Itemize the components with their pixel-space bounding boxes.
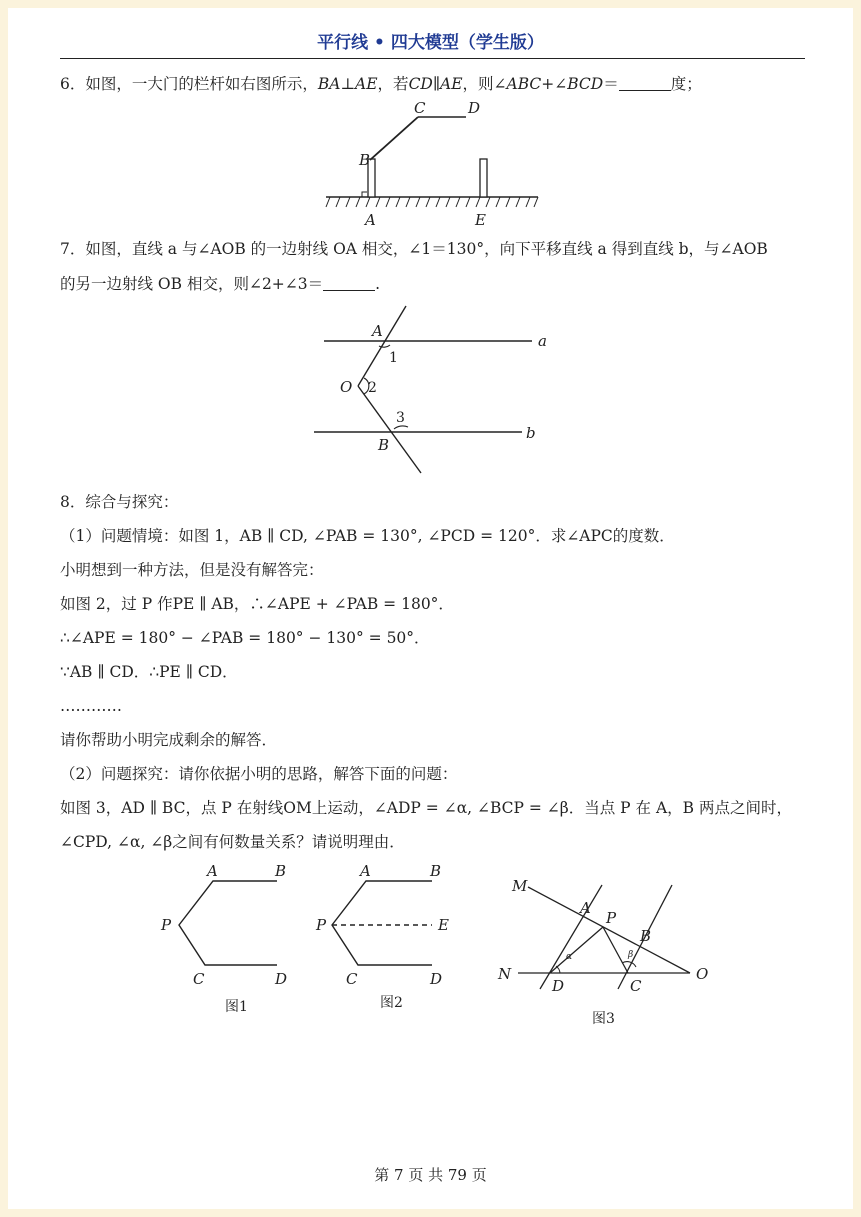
point-label: B bbox=[359, 151, 371, 169]
point-label: A bbox=[372, 322, 383, 340]
point-label: D bbox=[275, 970, 288, 988]
point-label: B bbox=[430, 862, 442, 880]
q6-math: BA⊥AE bbox=[317, 75, 378, 93]
q7-text-part: 的另一边射线 OB 相交，则∠2+∠3＝ bbox=[60, 275, 324, 293]
point-label: C bbox=[193, 970, 205, 988]
question-7-line1: 7．如图，直线 a 与∠AOB 的一边射线 OA 相交，∠1＝130°，向下平移直线 a 得到直线 b，与∠AOB bbox=[60, 240, 768, 258]
angle-label: β bbox=[628, 950, 634, 960]
question-8-p6: ………… bbox=[60, 697, 122, 715]
point-label: E bbox=[475, 211, 486, 229]
q8-figure-2 bbox=[308, 863, 468, 1013]
question-8-p4: ∴∠APE = 180° − ∠PAB = 180° − 130° = 50°． bbox=[60, 629, 430, 647]
point-label: B bbox=[275, 862, 287, 880]
angle-label: 2 bbox=[368, 380, 377, 396]
question-7-line2 bbox=[60, 274, 380, 294]
question-8-p9: 如图 3，AD ∥ BC，点 P 在射线OM上运动，∠ADP = ∠α, ∠BCP = ∠β．当点 P 在 A，B 两点之间时， bbox=[60, 799, 792, 817]
q6-figure bbox=[8, 99, 853, 233]
point-label: N bbox=[498, 965, 512, 983]
q6-text-part: +∠ bbox=[541, 75, 568, 93]
point-label: D bbox=[552, 977, 565, 995]
question-6-text bbox=[60, 74, 702, 94]
question-8-p8: （2）问题探究：请你依据小明的思路，解答下面的问题： bbox=[60, 765, 458, 783]
figure-caption: 图1 bbox=[225, 999, 248, 1015]
point-label: C bbox=[414, 99, 426, 117]
point-label: D bbox=[430, 970, 443, 988]
line-label: b bbox=[526, 424, 536, 442]
point-label: A bbox=[360, 862, 371, 880]
question-8-p5: ∵AB ∥ CD．∴PE ∥ CD． bbox=[60, 663, 238, 681]
page-title: 平行线 • 四大模型（学生版） bbox=[317, 33, 544, 53]
q6-text-part: ＝ bbox=[603, 75, 619, 93]
page-number: 第 7 页 共 79 页 bbox=[374, 1166, 487, 1184]
point-label: B bbox=[378, 436, 390, 454]
question-8-p10: ∠CPD, ∠α, ∠β之间有何数量关系？请说明理由． bbox=[60, 833, 405, 851]
point-label: B bbox=[640, 927, 652, 945]
figure-caption: 图3 bbox=[592, 1011, 615, 1027]
point-label: P bbox=[316, 916, 327, 934]
point-label: A bbox=[365, 211, 376, 229]
figure-caption: 图2 bbox=[380, 995, 403, 1011]
point-label: O bbox=[340, 378, 353, 396]
q6-text-part: ，若 bbox=[377, 75, 409, 93]
answer-blank bbox=[323, 276, 375, 291]
q8-figure-3 bbox=[488, 863, 728, 1027]
point-label: C bbox=[630, 977, 642, 995]
q8-figure-1 bbox=[153, 863, 313, 1013]
header-divider bbox=[60, 58, 805, 59]
point-label: E bbox=[438, 916, 449, 934]
q6-text-part: ，则∠ bbox=[462, 75, 507, 93]
q6-math: BCD bbox=[567, 75, 604, 93]
question-8-title: 8．综合与探究： bbox=[60, 493, 179, 511]
q6-math: CD∥AE bbox=[408, 75, 463, 93]
angle-label: 3 bbox=[396, 410, 405, 426]
angle-label: 1 bbox=[389, 350, 398, 366]
point-label: P bbox=[606, 909, 617, 927]
question-8-p3: 如图 2，过 P 作PE ∥ AB，∴∠APE + ∠PAB = 180°． bbox=[60, 595, 454, 613]
q7-figure bbox=[8, 298, 853, 478]
point-label: D bbox=[468, 99, 481, 117]
point-label: A bbox=[207, 862, 218, 880]
question-8-p7: 请你帮助小明完成剩余的解答． bbox=[60, 731, 278, 749]
q6-text-part: 6．如图，一大门的栏杆如右图所示， bbox=[60, 75, 318, 93]
q6-text-part: 度； bbox=[670, 75, 702, 93]
q7-text-part: . bbox=[375, 275, 381, 293]
answer-blank bbox=[619, 76, 671, 91]
angle-label: α bbox=[566, 952, 573, 962]
page bbox=[8, 8, 853, 1209]
line-label: a bbox=[538, 332, 547, 350]
point-label: C bbox=[346, 970, 358, 988]
question-8-p1: （1）问题情境：如图 1，AB ∥ CD, ∠PAB = 130°, ∠PCD = 120°．求∠APC的度数． bbox=[60, 527, 675, 545]
q6-math: ABC bbox=[506, 75, 542, 93]
point-label: O bbox=[696, 965, 709, 983]
point-label: A bbox=[580, 899, 591, 917]
point-label: M bbox=[512, 877, 528, 895]
question-8-p2: 小明想到一种方法，但是没有解答完： bbox=[60, 561, 324, 579]
point-label: P bbox=[161, 916, 172, 934]
